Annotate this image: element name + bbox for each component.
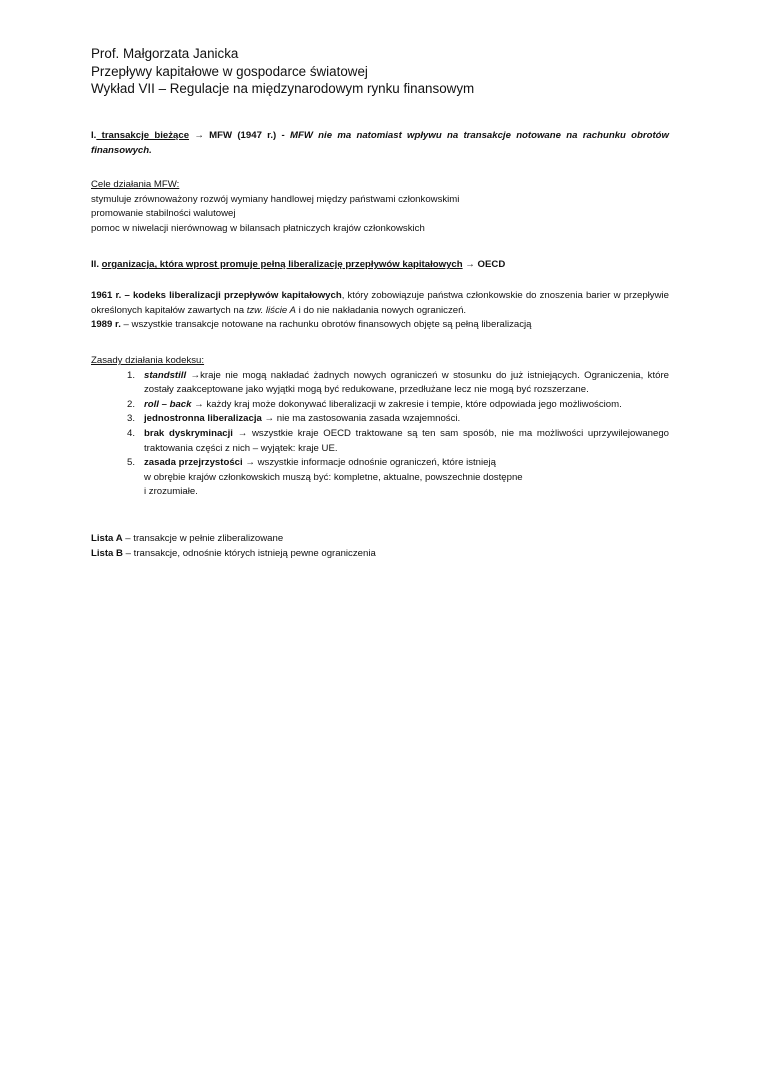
rule-number: 5. xyxy=(127,457,136,469)
arrow-right-icon: → xyxy=(245,457,255,469)
code-name: kodeks liberalizacji przepływów kapitałowych xyxy=(132,290,342,301)
section-1-note: MFW nie ma natomiast wpływu na transakcje notowane na rachunku obrotów finansowych. xyxy=(91,130,670,156)
rule-text: wszystkie informacje odnośnie ograniczeń, które istnieją xyxy=(254,457,496,469)
rule-number: 2. xyxy=(127,398,136,410)
list-text: – transakcje, odnośnie których istnieją pewne ograniczenia xyxy=(123,547,376,559)
oecd-history xyxy=(91,289,669,333)
rule-text-line: w obrębie krajów członkowskich muszą być: kompletne, aktualne, powszechnie dostępne xyxy=(144,471,523,483)
section-2-number: II. xyxy=(91,259,99,270)
arrow-right-icon: → xyxy=(237,427,248,439)
history-1961-text-a: , który zobowiązuje państwa członkowskie do znoszenia barier w przepływie określonych kapitałów zawartych na xyxy=(91,290,669,316)
rule-term: jednostronna liberalizacja xyxy=(144,413,262,425)
rule-text-line: i zrozumiałe. xyxy=(144,486,198,498)
imf-goals-heading: Cele działania MFW: xyxy=(91,179,180,190)
rule-number: 3. xyxy=(127,413,136,425)
arrow-right-icon: → xyxy=(194,398,204,410)
rule-term: roll – back xyxy=(144,398,192,410)
rule-item-non-discrimination xyxy=(91,427,669,456)
list-a-definition xyxy=(91,532,669,547)
list-a-reference: tzw. liście A xyxy=(246,304,296,316)
lists-definitions xyxy=(91,532,669,561)
section-1-title: transakcje bieżące xyxy=(96,130,190,141)
lecture-title: Wykład VII – Regulacje na międzynarodowym rynku finansowym xyxy=(91,81,475,96)
rule-item-unilateral xyxy=(91,412,669,427)
imf-goal-item: stymuluje zrównoważony rozwój wymiany handlowej między państwami członkowskimi xyxy=(91,193,460,205)
rule-text: każdy kraj może dokonywać liberalizacji w zakresie i tempie, które odpowiada jego możliwościom. xyxy=(203,398,622,410)
code-rules xyxy=(91,354,669,500)
dash: – xyxy=(121,290,133,301)
rules-list xyxy=(91,369,669,500)
rule-item-transparency xyxy=(91,456,669,500)
history-1989-text: – wszystkie transakcje notowane na rachunku obrotów finansowych objęte są pełną liberalizacją xyxy=(120,319,532,331)
section-1-number: I. xyxy=(91,130,97,141)
imf-goals xyxy=(91,178,669,236)
arrow-right-icon: → xyxy=(465,259,475,270)
section-1-target: MFW (1947 r.) - xyxy=(203,130,290,141)
imf-goal-item: pomoc w niwelacji nierównowag w bilansach płatniczych krajów członkowskich xyxy=(91,222,425,234)
rule-term: standstill xyxy=(144,369,187,381)
arrow-right-icon: → xyxy=(190,369,201,381)
code-rules-heading: Zasady działania kodeksu: xyxy=(91,355,205,366)
rule-text: wszystkie kraje OECD traktowane są ten sam sposób, nie ma możliwości uprzywilejowanego traktowania części z nich – wyjątek: kraje UE. xyxy=(144,427,669,454)
course-title: Przepływy kapitałowe w gospodarce światowej xyxy=(91,63,368,79)
list-b-definition xyxy=(91,547,669,562)
section-1 xyxy=(91,129,669,158)
rule-item-standstill xyxy=(91,369,669,398)
document-header xyxy=(91,45,474,98)
year-1961: 1961 r. xyxy=(91,290,122,301)
section-2-target: OECD xyxy=(474,259,506,270)
imf-goal-item: promowanie stabilności walutowej xyxy=(91,208,236,220)
arrow-right-icon: → xyxy=(264,413,275,425)
history-1961-text-b: i do nie nakładania nowych ograniczeń. xyxy=(295,304,467,316)
arrow-right-icon: → xyxy=(194,130,204,141)
rule-term: brak dyskryminacji xyxy=(144,427,233,439)
rule-term: zasada przejrzystości xyxy=(144,457,243,469)
rule-number: 1. xyxy=(127,369,136,381)
list-name: Lista A xyxy=(91,533,123,544)
list-name: Lista B xyxy=(91,547,123,559)
history-1961 xyxy=(91,289,669,318)
section-2 xyxy=(91,258,669,273)
section-2-title: organizacja, która wprost promuje pełną liberalizację przepływów kapitałowych xyxy=(101,259,463,270)
rule-text: kraje nie mogą nakładać żadnych nowych ograniczeń w stosunku do już istniejących. Ograniczenia, które zostały zaakceptowane jako wyjątki mogą być redukowane, przedłużane lecz nie mogą być rozszerzane. xyxy=(144,369,670,396)
rule-text: nie ma zastosowania zasada wzajemności. xyxy=(274,413,461,425)
rule-item-roll-back xyxy=(91,398,669,413)
list-text: – transakcje w pełnie zliberalizowane xyxy=(122,533,284,544)
rule-number: 4. xyxy=(127,427,136,439)
year-1989: 1989 r. xyxy=(91,319,121,331)
author-line: Prof. Małgorzata Janicka xyxy=(91,46,239,61)
history-1989 xyxy=(91,318,669,333)
